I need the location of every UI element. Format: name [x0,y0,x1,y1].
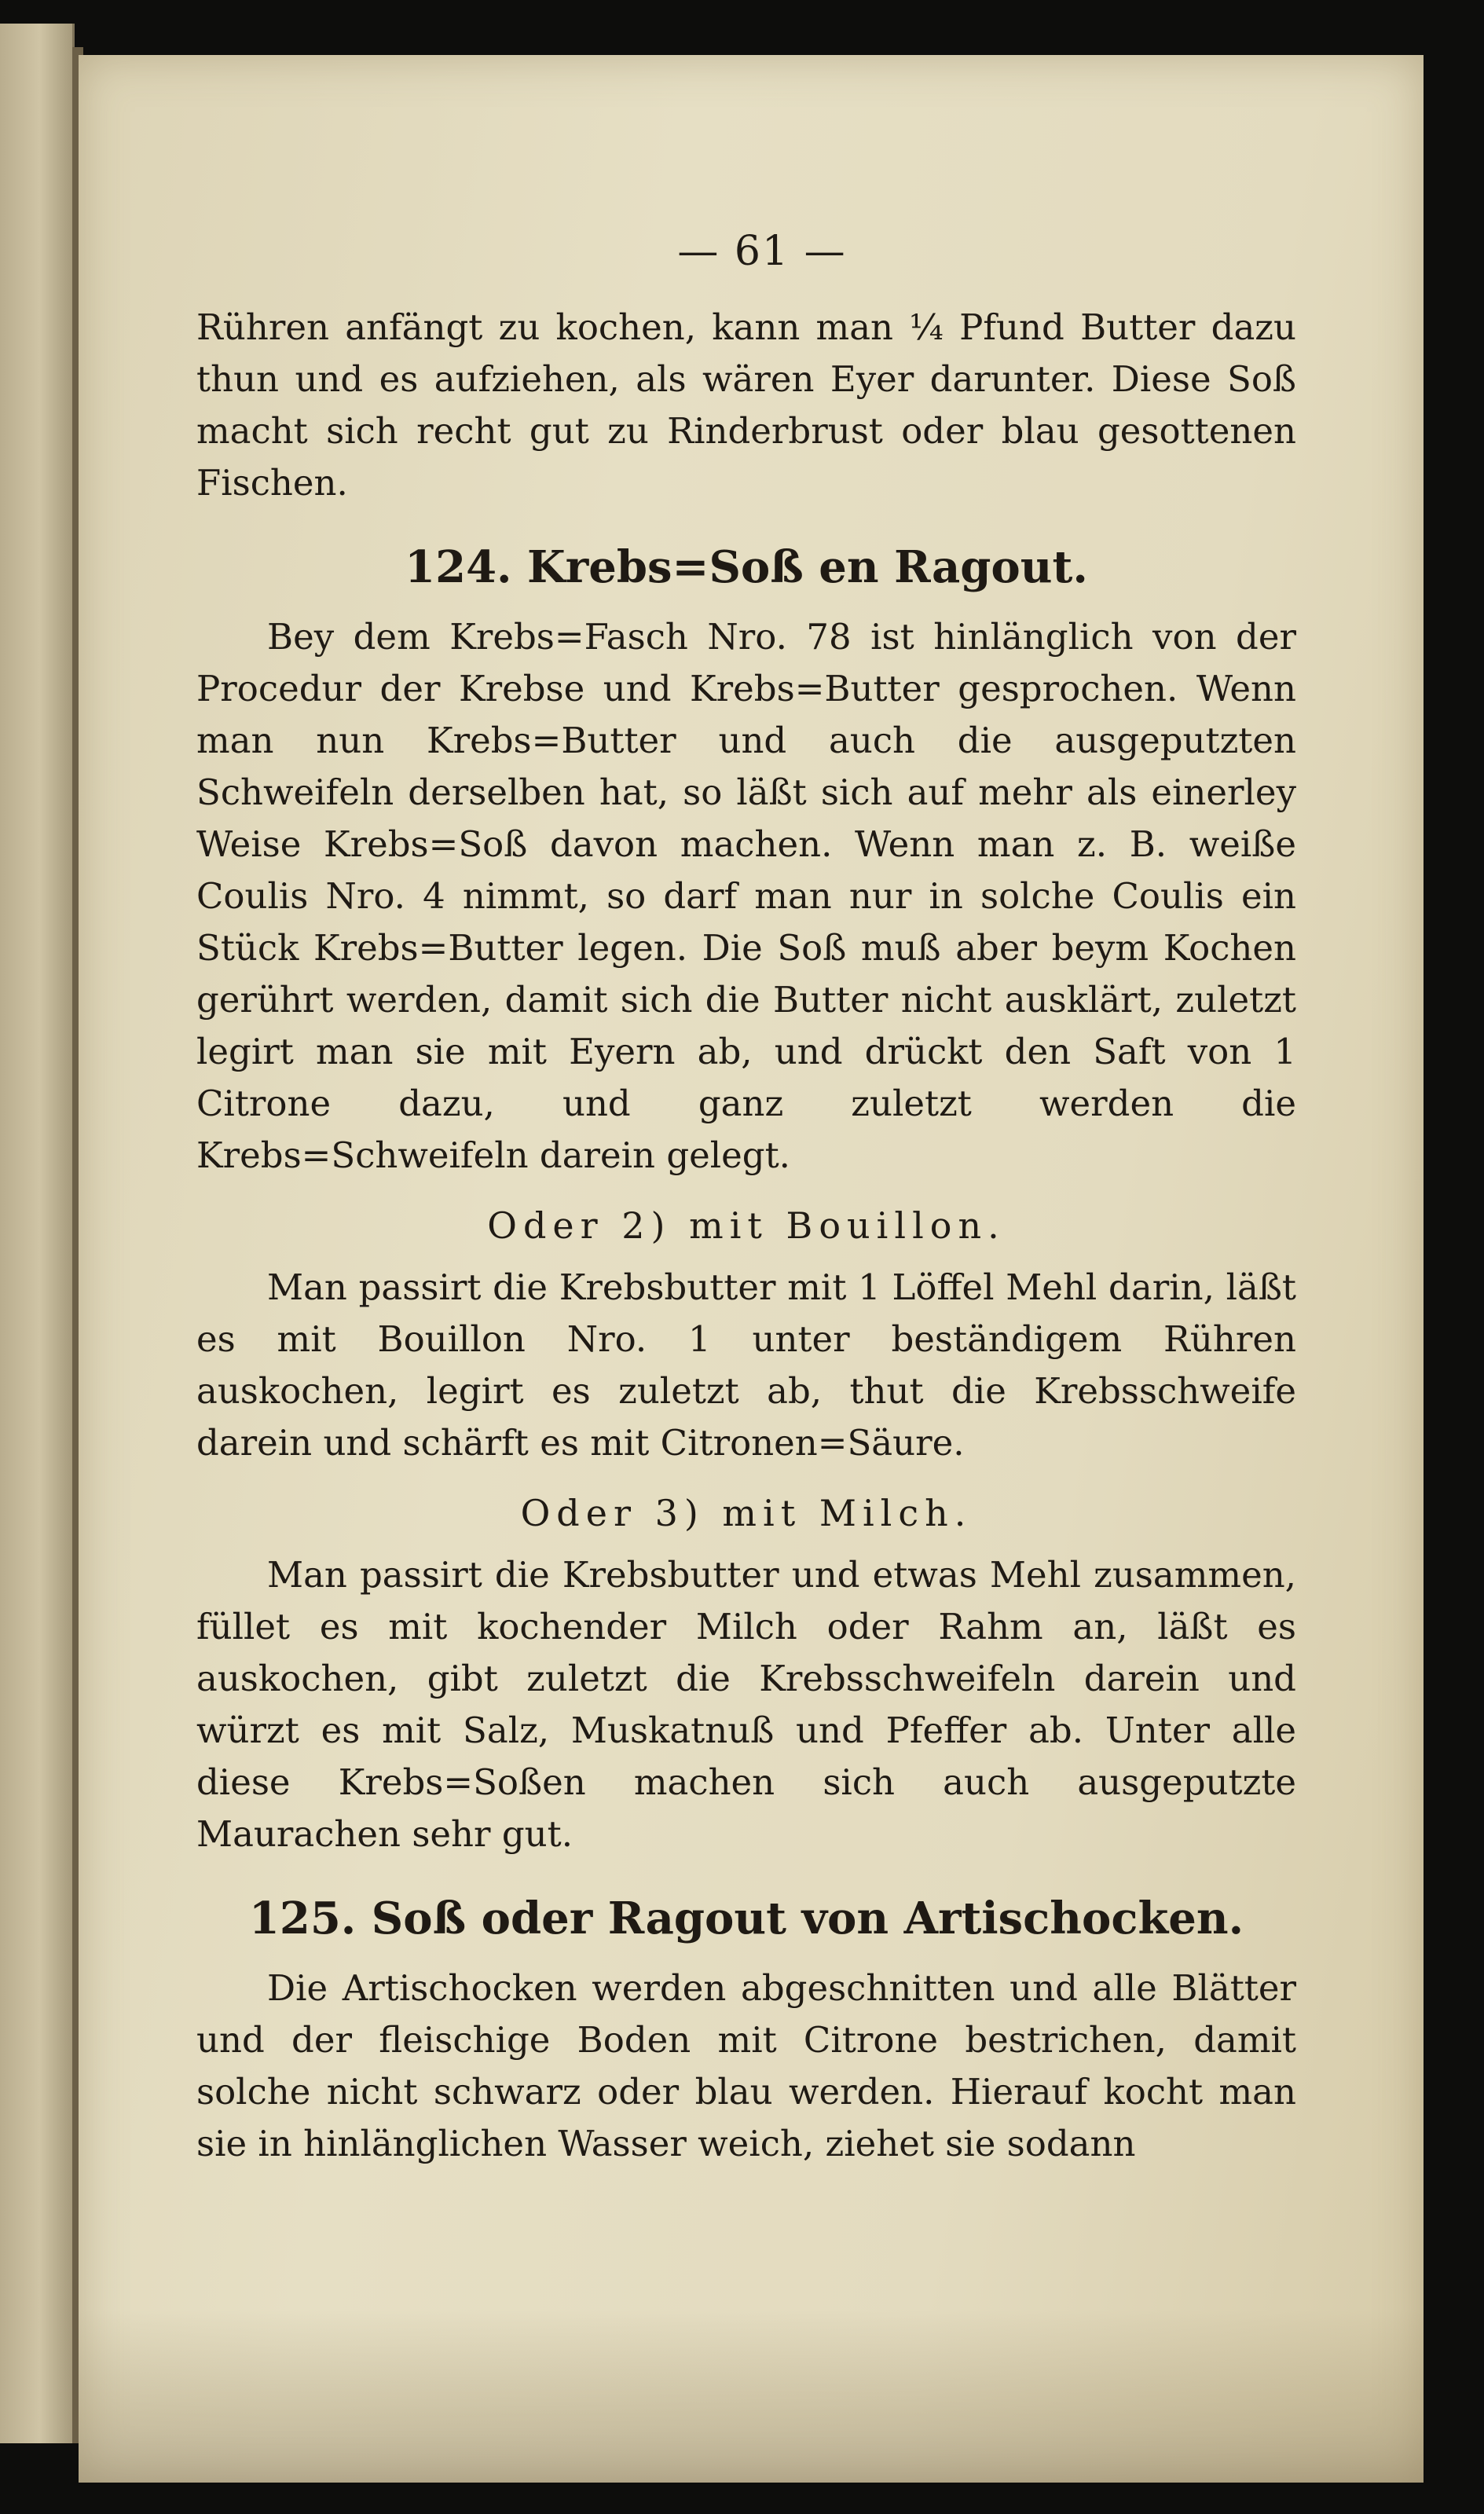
variant-heading-milk: Oder 3) mit Milch. [520,1492,973,1534]
recipe-heading-124: 124. Krebs=Soß en Ragout. [405,541,1088,593]
variant-paragraph-bouillon: Man passirt die Krebsbutter mit 1 Löffel Mehl darin, läßt es mit Bouillon Nro. 1 unter beständigem Rühren auskochen, legirt es zuletzt ab, thut die Krebsschweife darein und schärft es mit Citronen=Säure. [196,1266,1296,1464]
recipe-paragraph-125: Die Artischocken werden abgeschnitten und alle Blätter und der fleischige Boden mit Citrone bestrichen, damit solche nicht schwarz oder blau werden. Hierauf kocht man sie in hinlänglichen Wasser weich, ziehet sie sodann [196,1967,1296,2164]
recipe-paragraph-124: Bey dem Krebs=Fasch Nro. 78 ist hinlänglich von der Procedur der Krebse und Krebs=Butter gesprochen. Wenn man nun Krebs=Butter und auch die ausgeputzten Schweifeln derselben hat, so läßt sich auf mehr als einerley Weise Krebs=Soß davon machen. Wenn man z. B. weiße Coulis Nro. 4 nimmt, so darf man nur in solche Coulis ein Stück Krebs=Butter legen. Die Soß muß aber beym Kochen gerührt werden, damit sich die Butter nicht ausklärt, zuletzt legirt man sie mit Eyern ab, und drückt den Saft von 1 Citrone dazu, und ganz zuletzt werden die Krebs=Schweifeln darein gelegt. [196,616,1296,1176]
book-page [79,55,1424,2483]
page-number: — 61 — [677,228,847,275]
intro-paragraph: Rühren anfängt zu kochen, kann man ¼ Pfund Butter dazu thun und es aufziehen, als wären Eyer darunter. Diese Soß macht sich recht gut zu Rinderbrust oder blau gesottenen Fischen. [196,306,1296,504]
facing-page-edge [0,24,75,2443]
recipe-heading-125: 125. Soß oder Ragout von Artischocken. [248,1893,1244,1944]
variant-heading-bouillon: Oder 2) mit Bouillon. [487,1204,1006,1247]
page-text [196,228,1296,2170]
variant-paragraph-milk: Man passirt die Krebsbutter und etwas Mehl zusammen, füllet es mit kochender Milch oder Rahm an, läßt es auskochen, gibt zuletzt die Krebsschweifeln darein und würzt es mit Salz, Muskatnuß und Pfeffer ab. Unter alle diese Krebs=Soßen machen sich auch ausgeputzte Maurachen sehr gut. [196,1554,1296,1855]
